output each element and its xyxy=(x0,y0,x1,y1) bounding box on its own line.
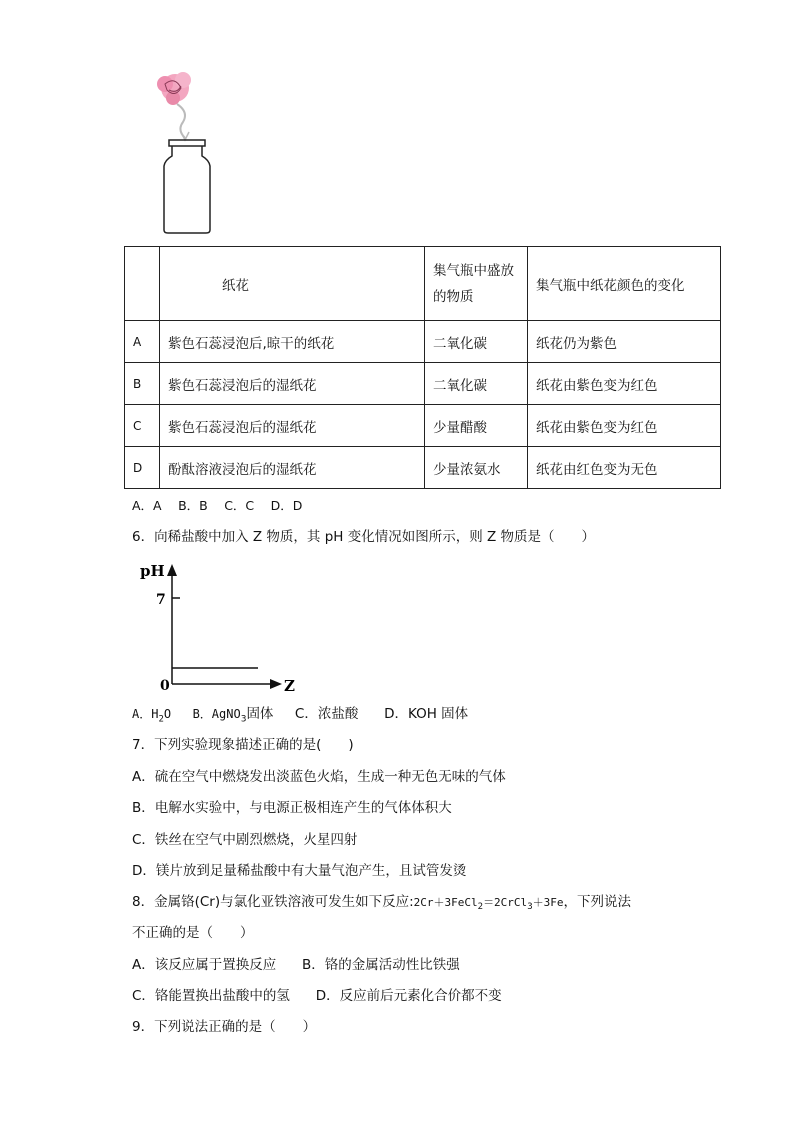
q6-stem: 6．向稀盐酸中加入 Z 物质，其 pH 变化情况如图所示，则 Z 物质是（ ） xyxy=(132,529,596,545)
q6-option-b: B．AgNO$_3$固体 xyxy=(192,706,274,725)
q6-option-d: D．KOH 固体 xyxy=(384,706,469,722)
q6-option-a: A．$H_2O$ xyxy=(132,707,172,725)
q8-stem-line2: 不正确的是（ ） xyxy=(132,925,254,941)
header-flower: 纸花 xyxy=(160,247,425,321)
table-row xyxy=(125,321,721,363)
ph-graph xyxy=(138,560,302,696)
graph-x-label: Z xyxy=(284,677,295,695)
q7-option-a: A．硫在空气中燃烧发出淡蓝色火焰，生成一种无色无味的气体 xyxy=(132,769,506,785)
row-change: 纸花仍为紫色 xyxy=(528,321,721,363)
table-row xyxy=(125,363,721,405)
row-label: A xyxy=(125,321,160,363)
row-change: 纸花由紫色变为红色 xyxy=(528,363,721,405)
row-flower: 酚酞溶液浸泡后的湿纸花 xyxy=(160,447,425,489)
graph-y-label: pH xyxy=(140,562,165,580)
row-flower: 紫色石蕊浸泡后,晾干的纸花 xyxy=(160,321,425,363)
q8-option-a: A．该反应属于置换反应 xyxy=(132,957,277,973)
q7-option-b: B．电解水实验中，与电源正极相连产生的气体体积大 xyxy=(132,800,452,816)
q8-options-row2 xyxy=(132,986,502,1006)
q7-stem: 7．下列实验现象描述正确的是( ) xyxy=(132,737,354,753)
paper-flower-icon xyxy=(157,72,191,105)
q6-options xyxy=(132,704,468,730)
row-substance: 二氧化碳 xyxy=(425,363,528,405)
header-change: 集气瓶中纸花颜色的变化 xyxy=(528,247,721,321)
arrow-down-icon xyxy=(181,132,189,140)
row-label: D xyxy=(125,447,160,489)
row-substance: 少量醋酸 xyxy=(425,405,528,447)
table-header-row xyxy=(125,247,721,321)
q5-options: A．A B．B C．C D．D xyxy=(132,498,303,513)
y-axis-arrow-icon xyxy=(167,564,177,576)
header-col0 xyxy=(125,247,160,321)
q8-options-row1 xyxy=(132,955,460,975)
row-change: 纸花由红色变为无色 xyxy=(528,447,721,489)
row-label: B xyxy=(125,363,160,405)
q9-stem: 9．下列说法正确的是（ ） xyxy=(132,1019,317,1035)
graph-origin: 0 xyxy=(160,678,170,694)
row-change: 纸花由紫色变为红色 xyxy=(528,405,721,447)
table-row xyxy=(125,447,721,489)
q8-option-d: D．反应前后元素化合价都不变 xyxy=(315,988,502,1004)
graph-y-tick: 7 xyxy=(156,592,166,608)
q8-stem: 8．金属铬(Cr)与氯化亚铁溶液可发生如下反应:2Cr＋3FeCl$_2$＝2CrCl$_3$＋3Fe，下列说法 xyxy=(132,894,631,913)
x-axis-arrow-icon xyxy=(270,679,282,689)
q8-option-c: C．铬能置换出盐酸中的氢 xyxy=(132,988,290,1004)
gas-jar-icon xyxy=(164,140,210,233)
experiment-table xyxy=(124,246,721,489)
q6-option-c: C．浓盐酸 xyxy=(294,706,359,722)
header-substance: 集气瓶中盛放 的物质 xyxy=(425,247,528,321)
chemical-equation: 2Cr＋3FeCl$_2$＝2CrCl$_3$＋3Fe xyxy=(413,896,564,913)
row-flower: 紫色石蕊浸泡后的湿纸花 xyxy=(160,363,425,405)
row-flower: 紫色石蕊浸泡后的湿纸花 xyxy=(160,405,425,447)
q7-option-c: C．铁丝在空气中剧烈燃烧，火星四射 xyxy=(132,832,358,848)
q8-option-b: B．铬的金属活动性比铁强 xyxy=(302,957,460,973)
q7-option-d: D．镁片放到足量稀盐酸中有大量气泡产生，且试管发烫 xyxy=(132,863,467,879)
row-label: C xyxy=(125,405,160,447)
row-substance: 二氧化碳 xyxy=(425,321,528,363)
table-row xyxy=(125,405,721,447)
row-substance: 少量浓氨水 xyxy=(425,447,528,489)
flower-jar-illustration xyxy=(145,66,225,238)
